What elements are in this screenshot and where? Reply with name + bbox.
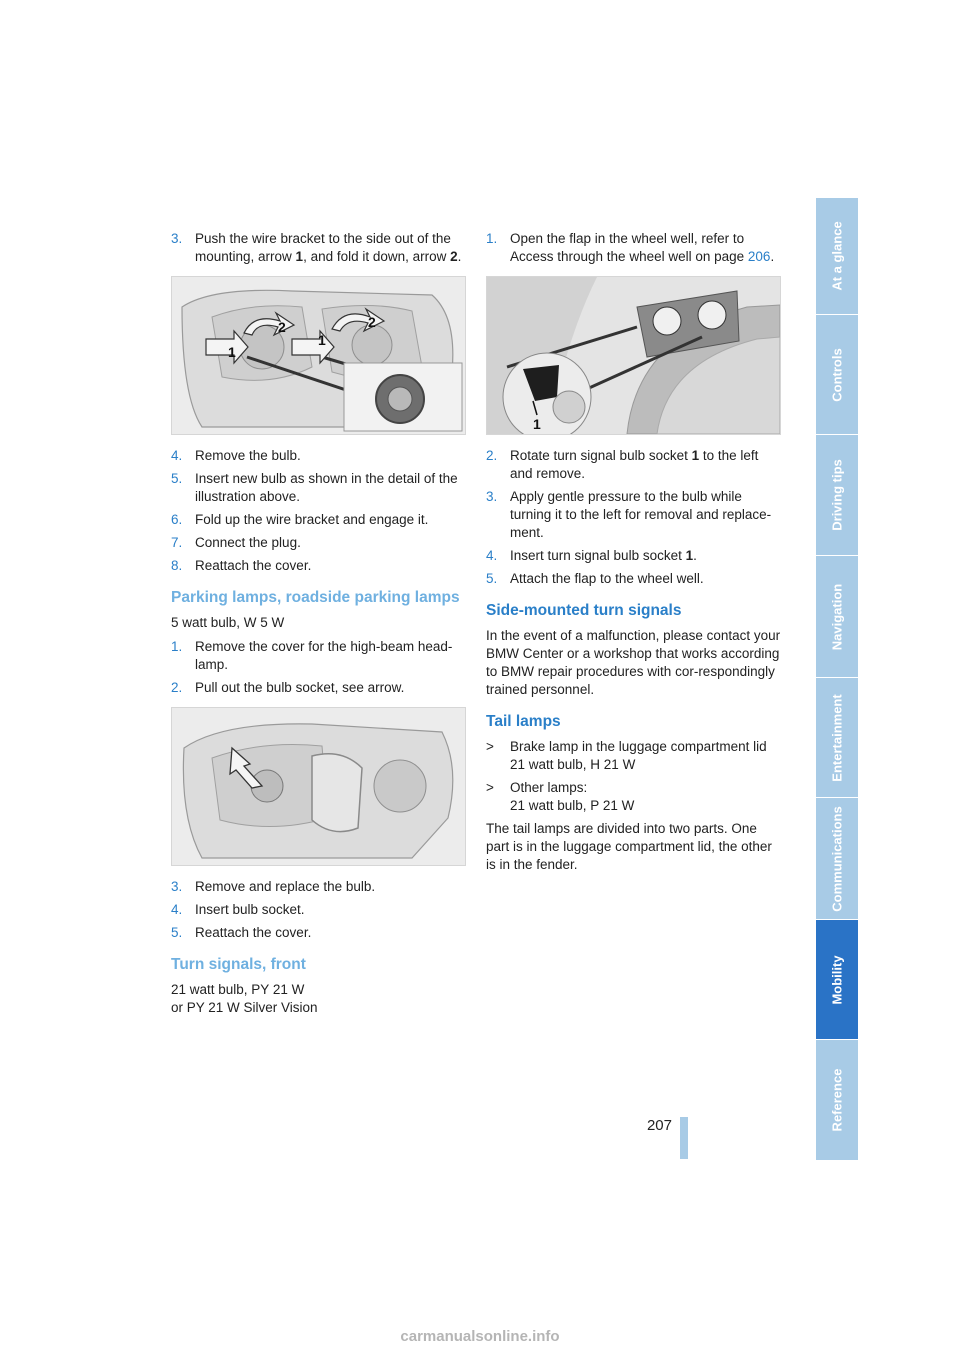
bullet-item [486, 738, 781, 774]
step-item [171, 511, 466, 529]
tab-label: Entertainment [829, 693, 845, 782]
turn-bulb-spec-1: 21 watt bulb, PY 21 W [171, 982, 305, 997]
arrow-ref-2: 2 [450, 249, 458, 264]
step-item [171, 901, 466, 919]
bullet-text [510, 738, 767, 774]
figure-wheel-well-flap [486, 276, 781, 435]
step-text-part: . [457, 249, 462, 264]
step-text: Insert new bulb as shown in the detail of the illustration above. [195, 471, 458, 504]
bullet-line: 21 watt bulb, H 21 W [510, 757, 636, 772]
step-text [195, 230, 466, 266]
page-marker-bar [680, 1117, 688, 1159]
step-number: 1. [486, 231, 498, 246]
bullet-line: Brake lamp in the luggage compartment lid [510, 739, 767, 754]
socket-ref: 1 [691, 448, 700, 463]
tab-label: Mobility [829, 954, 845, 1005]
tab-label: Driving tips [829, 459, 845, 531]
tab-mobility[interactable] [816, 920, 858, 1040]
step-text: Connect the plug. [195, 535, 301, 550]
steps-list-remove-bulb [171, 447, 466, 575]
tab-reference[interactable] [816, 1040, 858, 1161]
step-item [171, 534, 466, 552]
step-text: Remove the cover for the high-beam head-lamp. [195, 639, 453, 672]
step-number: 3. [486, 489, 498, 504]
step-text-part: Open the flap in the wheel well, refer to Access through the wheel well on page [510, 231, 748, 264]
figure-headlamp-wire-bracket [171, 276, 466, 435]
step-text-part: Insert turn signal bulb socket [510, 548, 686, 563]
step-item [171, 557, 466, 575]
step-text-part: , and fold it down, arrow [303, 249, 451, 264]
step-number: 1. [171, 639, 183, 654]
step-item [486, 570, 781, 588]
tab-at-a-glance[interactable] [816, 198, 858, 315]
step-number: 5. [171, 925, 183, 940]
step-number: 3. [171, 231, 183, 246]
step-item [171, 638, 466, 674]
tab-label: At a glance [829, 221, 845, 291]
step-text-part: Apply gentle pressure to the bulb while turning it to the left for removal and replace-ment. [510, 489, 772, 540]
step-text: Fold up the wire bracket and engage it. [195, 512, 429, 527]
step-item [486, 547, 781, 565]
step-item [486, 488, 781, 542]
step-number: 5. [486, 571, 498, 586]
step-text [510, 547, 781, 565]
headlamp-illustration [172, 277, 465, 434]
chapter-tabs [816, 198, 858, 1160]
step-text-part: Push the wire bracket to the side out of the mounting, arrow [195, 231, 451, 264]
right-column [486, 230, 781, 880]
step-text: Remove and replace the bulb. [195, 879, 376, 894]
bullet-mark: > [486, 780, 494, 795]
step-item [171, 878, 466, 896]
parking-bulb-spec: 5 watt bulb, W 5 W [171, 615, 285, 630]
tail-lamps-text: The tail lamps are divided into two parts. One part is in the luggage compartment lid, the other is in the fender. [486, 821, 772, 872]
step-number: 3. [171, 879, 183, 894]
fig-label-1b: 1 [318, 332, 326, 348]
step-number: 4. [486, 548, 498, 563]
step-number: 4. [171, 902, 183, 917]
side-turn-signals-text: In the event of a malfunction, please contact your BMW Center or a workshop that works according to BMW repair procedures with cor-respondingly trained personnel. [486, 628, 781, 697]
step-number: 7. [171, 535, 183, 550]
step-text [510, 447, 781, 483]
step-number: 5. [171, 471, 183, 486]
heading-turn-signals-front: Turn signals, front [171, 956, 306, 973]
turn-bulb-spec-2: or PY 21 W Silver Vision [171, 1000, 318, 1015]
tab-entertainment[interactable] [816, 678, 858, 798]
page-number: 207 [646, 1117, 672, 1134]
step-text: Remove the bulb. [195, 448, 301, 463]
step-text: Pull out the bulb socket, see arrow. [195, 680, 405, 695]
heading-tail-lamps: Tail lamps [486, 713, 561, 730]
step-item [171, 447, 466, 465]
arrow-ref-1: 1 [295, 249, 304, 264]
step-text-part: Attach the flap to the wheel well. [510, 571, 704, 586]
step-text-part: Rotate turn signal bulb socket [510, 448, 692, 463]
fig-label-2: 2 [278, 319, 286, 335]
step-text-part: to the left and remove. [510, 448, 759, 481]
step-item [171, 470, 466, 506]
steps-list-turn-signal [486, 447, 781, 588]
left-column [171, 230, 466, 1023]
step-text: Reattach the cover. [195, 925, 312, 940]
bullet-text [510, 779, 634, 815]
step-item [171, 924, 466, 942]
step-number: 2. [171, 680, 183, 695]
figure-parking-lamp-socket [171, 707, 466, 866]
fig-label-1: 1 [228, 344, 236, 360]
step-text [510, 230, 781, 266]
step-text: Insert bulb socket. [195, 902, 305, 917]
step-text-part: . [693, 548, 697, 563]
bullet-line: Other lamps: [510, 780, 588, 795]
step-text [510, 570, 781, 588]
step-number: 6. [171, 512, 183, 527]
step-number: 2. [486, 448, 498, 463]
step-text: Reattach the cover. [195, 558, 312, 573]
page-link-206[interactable]: 206 [747, 249, 771, 264]
step-item [486, 447, 781, 483]
tab-label: Controls [829, 347, 845, 402]
step-number: 8. [171, 558, 183, 573]
step-number: 4. [171, 448, 183, 463]
bullet-item [486, 779, 781, 815]
step-text [510, 488, 781, 542]
step-left-3 [171, 230, 466, 266]
fig-label-1: 1 [533, 416, 541, 432]
step-right-1 [486, 230, 781, 266]
tab-label: Reference [829, 1068, 845, 1132]
tab-label: Communications [829, 805, 845, 912]
tab-communications[interactable] [816, 798, 858, 920]
tab-navigation[interactable] [816, 556, 858, 678]
socket-ref: 1 [685, 548, 694, 563]
wheel-well-illustration [487, 277, 780, 434]
bullet-mark: > [486, 739, 494, 754]
tab-label: Navigation [829, 583, 845, 650]
watermark: carmanualsonline.info [400, 1328, 560, 1345]
tab-controls[interactable] [816, 315, 858, 435]
parking-lamp-illustration [172, 708, 465, 865]
step-text-part: . [770, 249, 775, 264]
step-item [171, 679, 466, 697]
heading-side-mounted-turn-signals: Side-mounted turn signals [486, 602, 682, 619]
bullet-line: 21 watt bulb, P 21 W [510, 798, 635, 813]
tab-driving-tips[interactable] [816, 435, 858, 556]
heading-parking-lamps: Parking lamps, roadside parking lamps [171, 589, 460, 606]
fig-label-2b: 2 [368, 314, 376, 330]
